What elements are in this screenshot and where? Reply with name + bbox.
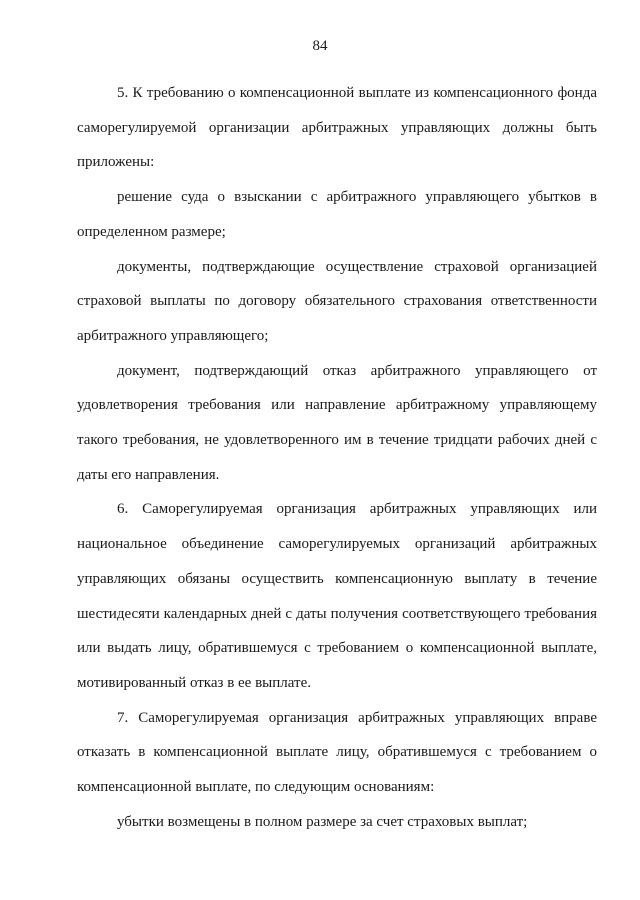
paragraph-item-6: 6. Саморегулируемая организация арбитражных управляющих или национальное объединение саморегулируемых организаций арбитражных управляющих обязаны осуществить компенсационную выплату в течение шестидесяти календарных дней с даты получения соответствующего требования или выдать лицу, обратившемуся с требованием о компенсационной выплате, мотивированный отказ в ее выплате. xyxy=(77,501,597,691)
paragraph-insurance-documents: документы, подтверждающие осуществление страховой организацией страховой выплаты по договору обязательного страхования ответственности арбитражного управляющего; xyxy=(77,258,597,344)
paragraph-damages-reimbursed: убытки возмещены в полном размере за счет страховых выплат; xyxy=(117,813,528,830)
paragraph-court-decision: решение суда о взыскании с арбитражного управляющего убытков в определенном размере; xyxy=(77,189,597,240)
paragraph-refusal-document: документ, подтверждающий отказ арбитражного управляющего от удовлетворения требования или направление арбитражному управляющему такого требования, не удовлетворенного им в течение тридцати рабочих дней с даты его направления. xyxy=(77,362,597,483)
document-body xyxy=(77,76,597,839)
paragraph-item-5: 5. К требованию о компенсационной выплате из компенсационного фонда саморегулируемой организации арбитражных управляющих должны быть приложены: xyxy=(77,85,597,171)
paragraph-item-7: 7. Саморегулируемая организация арбитражных управляющих вправе отказать в компенсационной выплате лицу, обратившемуся с требованием о компенсационной выплате, по следующим основаниям: xyxy=(77,709,597,796)
page-number: 84 xyxy=(312,38,328,54)
